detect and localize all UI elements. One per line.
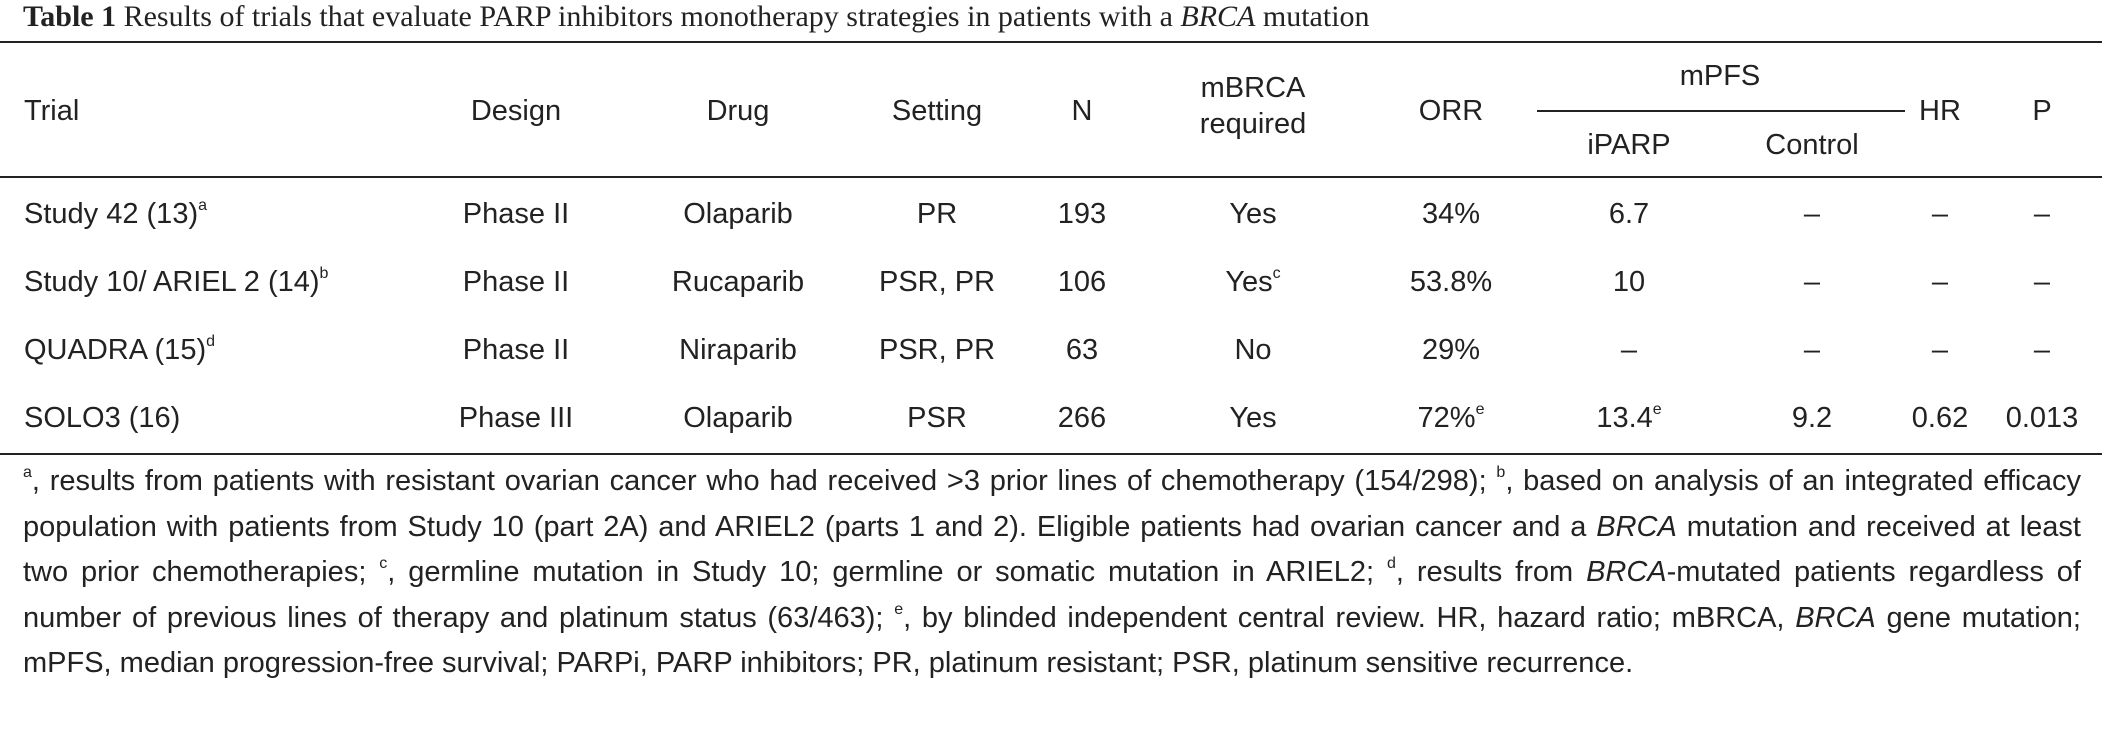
header-p: P [2032, 95, 2052, 127]
row4-n: 266 [1057, 402, 1107, 434]
row3-orr: 29% [1421, 334, 1481, 366]
footnote-c-mark: c [379, 555, 388, 573]
footnote-e-italic: BRCA [1795, 601, 1876, 634]
row2-setting: PSR, PR [878, 266, 996, 298]
footnote-d-mark: d [1386, 555, 1396, 573]
header-drug: Drug [706, 95, 770, 127]
row2-n: 106 [1057, 266, 1107, 298]
header-setting: Setting [891, 95, 983, 127]
row1-hr: – [1931, 198, 1949, 230]
caption-italic: BRCA [1180, 0, 1256, 33]
row1-setting: PR [916, 198, 958, 230]
row1-orr: 34% [1421, 198, 1481, 230]
row1-p: – [2033, 198, 2051, 230]
header-mbrca-line2: required [1199, 108, 1307, 140]
row4-design: Phase III [458, 402, 574, 434]
header-bottom-rule [0, 176, 2102, 178]
table-caption [23, 0, 2083, 34]
row1-control: – [1803, 198, 1821, 230]
row3-setting: PSR, PR [878, 334, 996, 366]
top-rule [0, 41, 2102, 43]
row1-trial: Study 42 $(13)^a$ [24, 197, 208, 230]
row4-hr: 0.62 [1911, 402, 1969, 434]
row4-control: 9.2 [1791, 402, 1833, 434]
header-mbrca-line1: mBRCA [1200, 72, 1306, 104]
row4-iparp: 13.4e [1596, 401, 1662, 434]
caption-text-end: mutation [1255, 0, 1370, 33]
header-hr: HR [1919, 95, 1961, 127]
row3-trial: QUADRA $(15)^d$ [24, 333, 216, 366]
table-label: Table 1 [23, 0, 117, 33]
row3-n: 63 [1065, 334, 1099, 366]
row2-trial: Study 10/ ARIEL 2 $(14)^b$ [24, 265, 329, 298]
footnote-b-italic: BRCA [1596, 510, 1677, 543]
footnote-d-text: , results from [1395, 556, 1587, 588]
row4-mbrca: Yes [1229, 402, 1277, 434]
row2-iparp: 10 [1612, 266, 1646, 298]
footnote-e-text-end: gene mutation; mPFS, median progression-free survival; PARPi, PARP inhibitors; PR, platinum resistant; PSR, platinum sensitive recurrence. [23, 601, 2081, 679]
table-footnotes [23, 459, 2081, 687]
row1-mbrca: Yes [1229, 198, 1277, 230]
row3-design: Phase II [462, 334, 570, 366]
footnote-e-text: , by blinded independent central review. HR, hazard ratio; mBRCA, [903, 601, 1796, 634]
footnote-d-text-end: -mutated patients regardless of number of previous lines of therapy and platinum status (63/463); [23, 556, 2081, 634]
header-design: Design [470, 95, 562, 127]
row1-iparp: 6.7 [1608, 198, 1650, 230]
row4-drug: Olaparib [683, 402, 793, 434]
row2-drug: Rucaparib [671, 266, 805, 298]
row3-hr: – [1931, 334, 1949, 366]
table-bottom-rule [0, 453, 2102, 455]
row2-p: – [2033, 266, 2051, 298]
caption-text: Results of trials that evaluate PARP inhibitors monotherapy strategies in patients with a [116, 0, 1181, 33]
row4-setting: PSR [907, 402, 967, 434]
mpfs-header-rule [1537, 110, 1905, 112]
header-orr: ORR [1418, 95, 1484, 127]
header-n: N [1071, 95, 1093, 127]
header-iparp: iPARP [1587, 129, 1671, 161]
row1-n: 193 [1057, 198, 1107, 230]
row1-design: Phase II [462, 198, 570, 230]
row2-hr: – [1931, 266, 1949, 298]
footnote-a-mark: a [23, 464, 32, 482]
footnote-b-text-end: mutation and received at least two prior chemotherapies; [23, 510, 2081, 588]
row3-iparp: – [1620, 334, 1638, 366]
footnote-c-text: , germline mutation in Study 10; germline or somatic mutation in ARIEL2; [387, 556, 1387, 588]
footnote-a-text: , results from patients with resistant ovarian cancer who had received >3 prior lines of chemotherapy (154/298); [31, 465, 1497, 497]
row4-trial: SOLO3 (16) [24, 402, 181, 434]
row3-control: – [1803, 334, 1821, 366]
row4-p: 0.013 [2005, 402, 2079, 434]
footnote-b-mark: b [1496, 464, 1506, 482]
row2-orr: 53.8% [1409, 266, 1493, 298]
row3-mbrca: No [1234, 334, 1272, 366]
header-control: Control [1765, 129, 1859, 161]
footnote-d-italic: BRCA [1586, 556, 1667, 588]
footnote-e-mark: e [894, 600, 904, 618]
row3-p: – [2033, 334, 2051, 366]
header-trial: Trial [24, 95, 80, 127]
row2-design: Phase II [462, 266, 570, 298]
header-mpfs: mPFS [1679, 60, 1761, 92]
footnote-b-text: , based on analysis of an integrated efficacy population with patients from Study 10 (part 2A) and ARIEL2 (parts 1 and 2). Eligible patients had ovarian cancer and a [23, 465, 2082, 543]
row3-drug: Niraparib [679, 334, 797, 366]
row2-mbrca: Yes$^c$ [1225, 265, 1281, 298]
row2-control: – [1803, 266, 1821, 298]
row1-drug: Olaparib [683, 198, 793, 230]
row4-orr: 72%$^e$ [1417, 401, 1485, 434]
header-mbrca [1200, 70, 1306, 142]
